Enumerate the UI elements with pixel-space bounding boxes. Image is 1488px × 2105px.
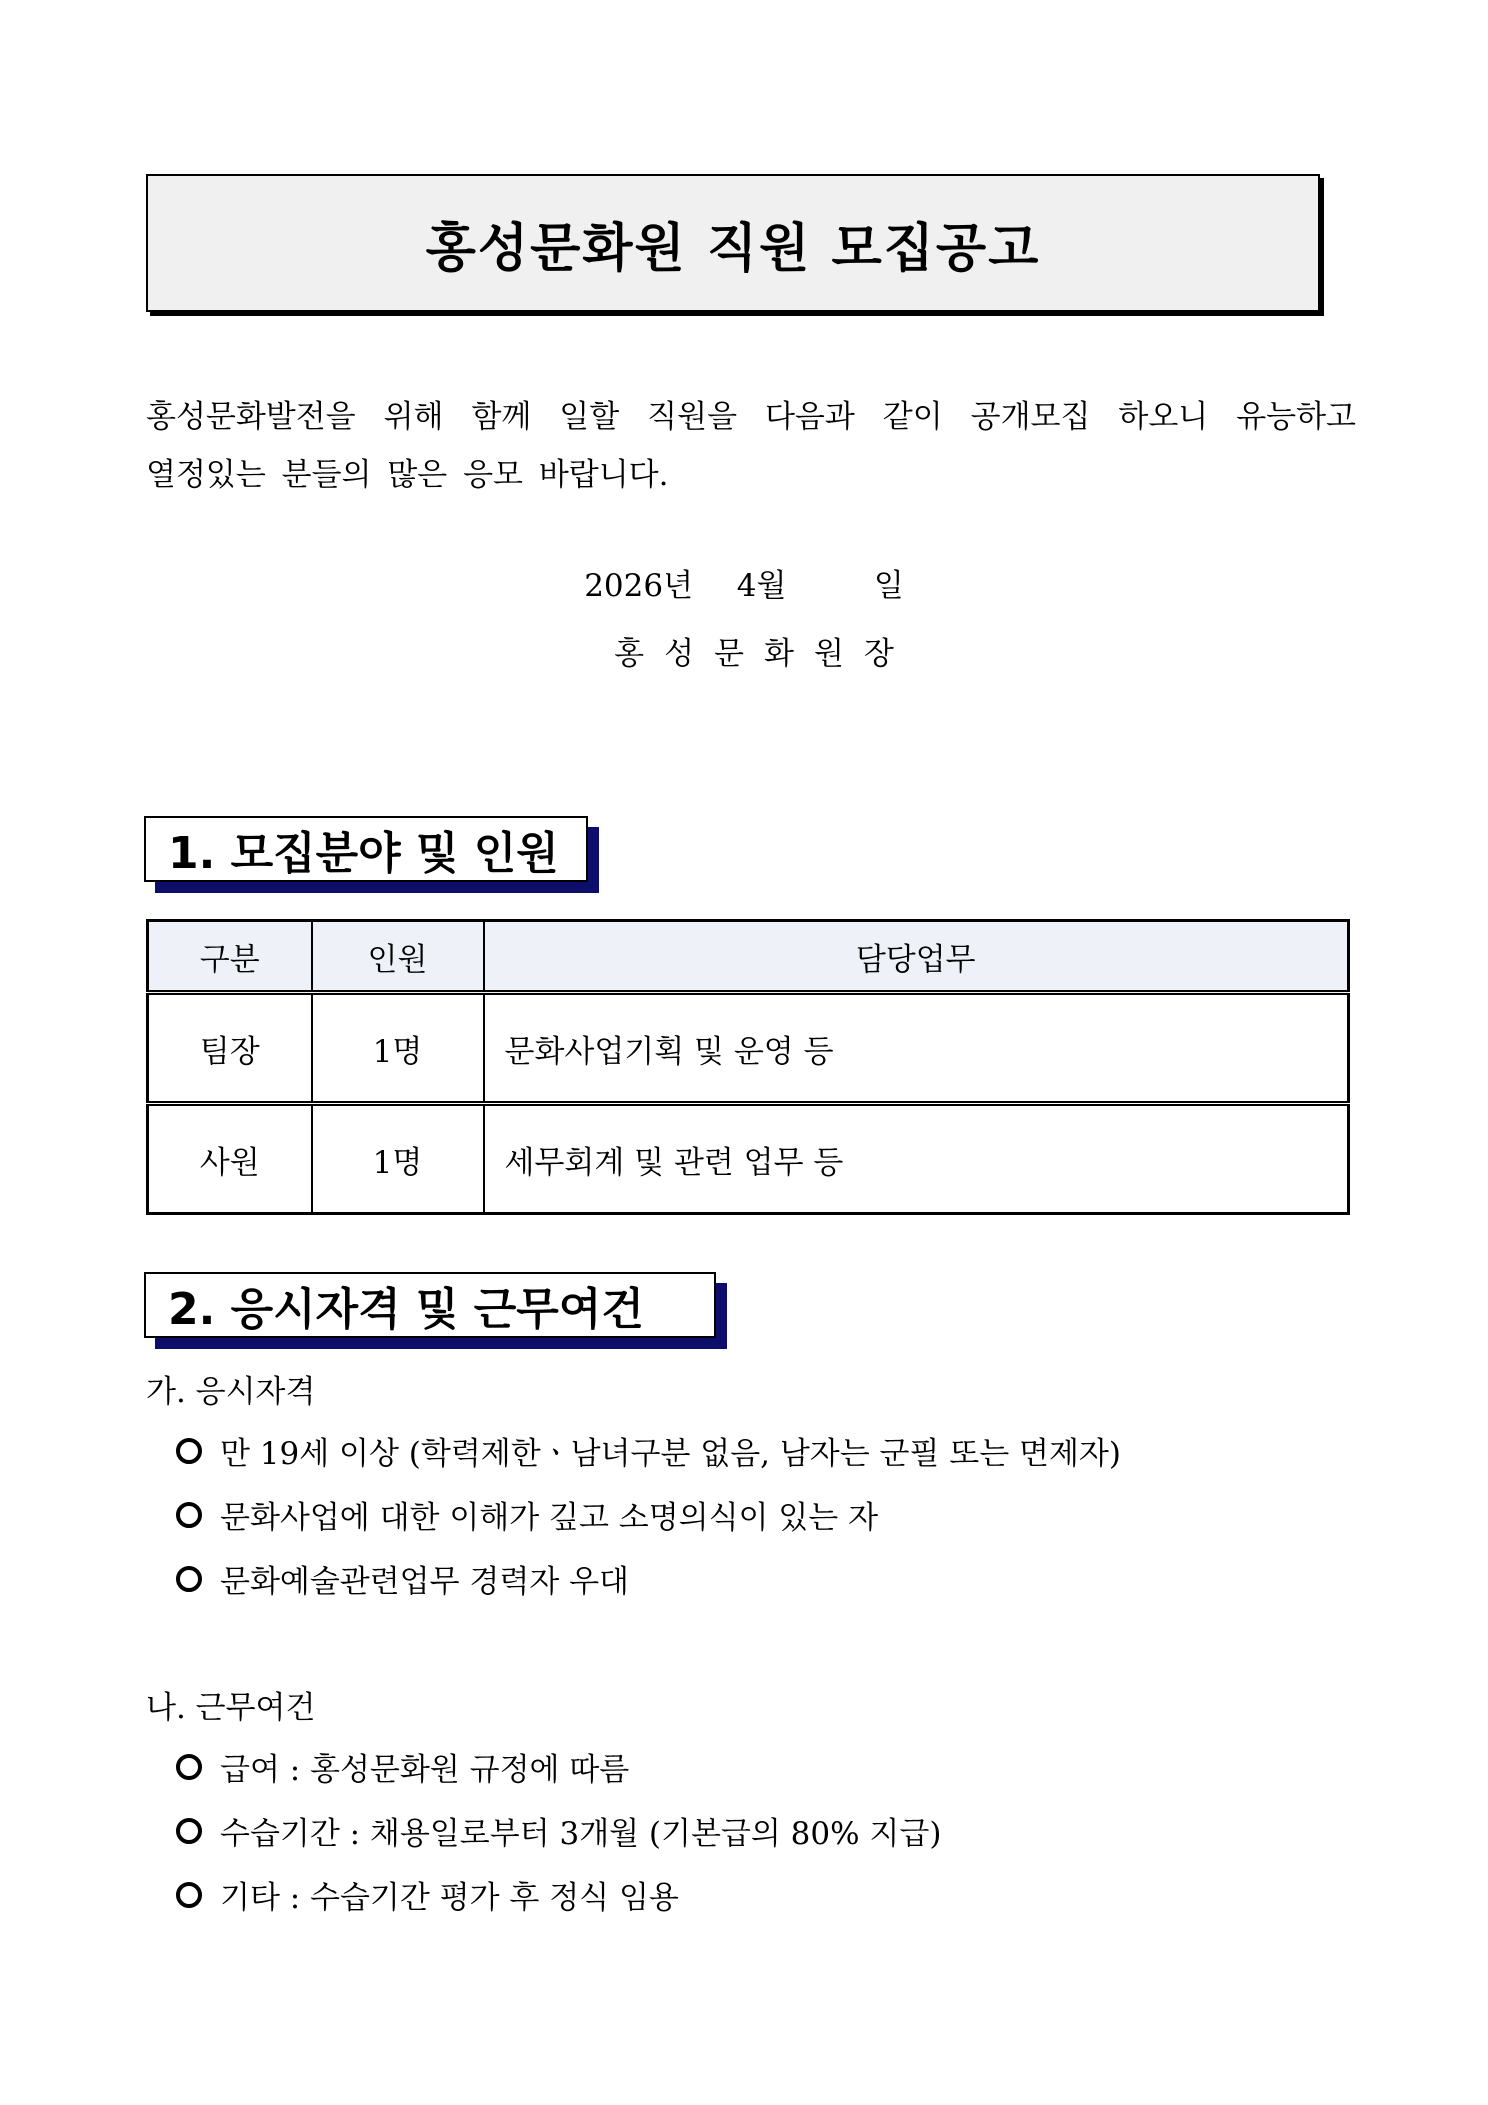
list-item [176, 1492, 878, 1537]
intro-line-2: 열정있는 분들의 많은 응모 바랍니다. [146, 457, 669, 493]
cell-duty: 문화사업기획 및 운영 등 [484, 993, 1349, 1104]
cell-count: 1명 [312, 1104, 484, 1214]
section-2-heading-text: 2. 응시자격 및 근무여건 [168, 1284, 644, 1335]
circle-bullet-icon [176, 1438, 202, 1464]
intro-line-1: 홍성문화발전을 위해 함께 일할 직원을 다음과 같이 공개모집 하오니 유능하고 [146, 399, 1356, 435]
section-2-heading [144, 1272, 716, 1338]
circle-bullet-icon [176, 1818, 202, 1844]
list-item-text: 수습기간 : 채용일로부터 3개월 (기본급의 80% 지급) [220, 1816, 942, 1852]
table-row [148, 1104, 1349, 1214]
list-item-text: 만 19세 이상 (학력제한ㆍ남녀구분 없음, 남자는 군필 또는 면제자) [220, 1436, 1121, 1472]
list-item [176, 1744, 629, 1789]
table-header-row [148, 921, 1349, 993]
cell-category: 사원 [148, 1104, 312, 1214]
qualifications-label: 가. 응시자격 [146, 1374, 316, 1410]
list-item [176, 1872, 679, 1917]
list-item-text: 급여 : 홍성문화원 규정에 따름 [220, 1752, 630, 1788]
cell-category: 팀장 [148, 993, 312, 1104]
list-item [176, 1808, 941, 1853]
recruitment-table [146, 919, 1350, 1215]
list-item-text: 문화예술관련업무 경력자 우대 [220, 1564, 630, 1600]
circle-bullet-icon [176, 1882, 202, 1908]
list-item-text: 문화사업에 대한 이해가 깊고 소명의식이 있는 자 [220, 1500, 879, 1536]
section-1-heading-text: 1. 모집분야 및 인원 [168, 828, 559, 879]
column-header-category: 구분 [148, 921, 312, 993]
issuer-signature: 홍성문화원장 [614, 636, 914, 672]
cell-duty: 세무회계 및 관련 업무 등 [484, 1104, 1349, 1214]
table-row [148, 993, 1349, 1104]
circle-bullet-icon [176, 1566, 202, 1592]
list-item [176, 1428, 1121, 1473]
conditions-label: 나. 근무여건 [146, 1690, 316, 1726]
list-item [176, 1556, 629, 1601]
circle-bullet-icon [176, 1754, 202, 1780]
circle-bullet-icon [176, 1502, 202, 1528]
title-box [146, 174, 1320, 312]
page-title: 홍성문화원 직원 모집공고 [425, 218, 1041, 279]
list-item-text: 기타 : 수습기간 평가 후 정식 임용 [220, 1880, 679, 1916]
section-1-heading [144, 816, 588, 882]
column-header-count: 인원 [312, 921, 484, 993]
announcement-date: 2026년 4월 일 [584, 568, 904, 604]
intro-paragraph [146, 388, 1356, 504]
cell-count: 1명 [312, 993, 484, 1104]
column-header-duty: 담당업무 [484, 921, 1349, 993]
